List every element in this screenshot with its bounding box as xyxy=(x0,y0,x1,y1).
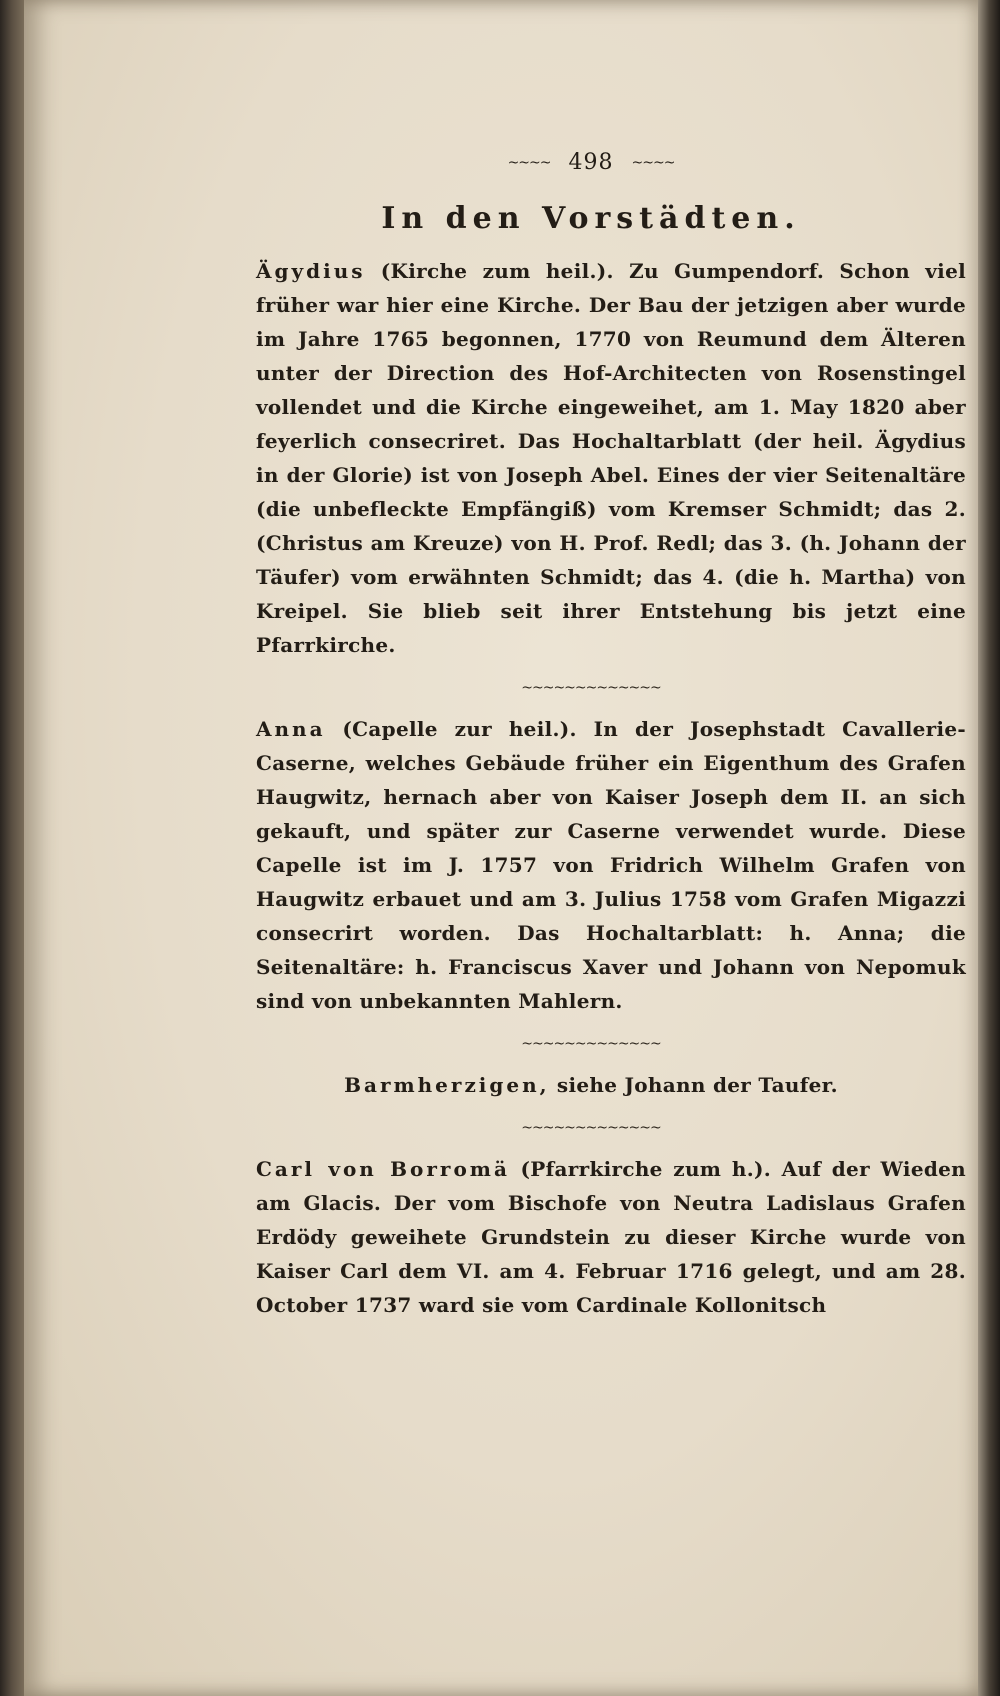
page-content xyxy=(256,150,966,1322)
ornament-right: ~~~~ xyxy=(631,155,675,171)
book-page xyxy=(24,0,982,1696)
divider: ~~~~~~~~~~~~~ xyxy=(521,1036,661,1052)
entry-text: (Capelle zur heil.). In der Josephstadt Cavallerie-Caserne, welches Gebäude früher ein Eigenthum des Grafen Haugwitz, hernach aber von Kaiser Joseph dem II. an sich gekauft, und später zur Caserne verwendet wurde. Diese Capelle ist im J. 1757 von Fridrich Wilhelm Grafen von Haugwitz erbauet und am 3. Julius 1758 vom Grafen Migazzi consecrirt worden. Das Hochaltarblatt: h. Anna; die Seitenaltäre: h. Franciscus Xaver und Johann von Nepomuk sind von unbekannten Mahlern. xyxy=(256,717,966,1013)
entry-barmherzigen xyxy=(256,1068,966,1102)
entry-text: (Pfarrkirche zum h.). Auf der Wieden am Glacis. Der vom Bischofe von Neutra Ladislaus Grafen Erdödy geweihete Grundstein zu dieser Kirche wurde von Kaiser Carl dem VI. am 4. Februar 1716 gelegt, und am 28. October 1737 ward sie vom Cardinale Kollonitsch xyxy=(256,1157,966,1317)
book-fore-edge xyxy=(978,0,1000,1696)
divider: ~~~~~~~~~~~~~ xyxy=(521,1120,661,1136)
entry-lead: Ägydius xyxy=(256,259,366,283)
ornament-left: ~~~~ xyxy=(507,155,551,171)
entry-lead: Anna xyxy=(256,717,326,741)
entry-lead: Carl von Borromä xyxy=(256,1157,510,1181)
entry-text: siehe Johann der Taufer. xyxy=(549,1073,838,1097)
divider: ~~~~~~~~~~~~~ xyxy=(521,680,661,696)
page-number: 498 xyxy=(568,150,614,175)
entry-anna xyxy=(256,712,966,1018)
entry-lead: Barmherzigen, xyxy=(344,1073,550,1097)
running-head xyxy=(256,150,966,175)
entry-carl-von-borromae xyxy=(256,1152,966,1322)
entry-aegydius xyxy=(256,254,966,662)
entry-text: (Kirche zum heil.). Zu Gumpendorf. Schon viel früher war hier eine Kirche. Der Bau der jetzigen aber wurde im Jahre 1765 begonnen, 1770 von Reumund dem Älteren unter der Direction des Hof-Architecten von Rosenstingel vollendet und die Kirche eingeweihet, am 1. May 1820 aber feyerlich consecriret. Das Hochaltarblatt (der heil. Ägydius in der Glorie) ist von Joseph Abel. Eines der vier Seitenaltäre (die unbefleckte Empfängiß) vom Kremser Schmidt; das 2. (Christus am Kreuze) von H. Prof. Redl; das 3. (h. Johann der Täufer) vom erwähnten Schmidt; das 4. (die h. Martha) von Kreipel. Sie blieb seit ihrer Entstehung bis jetzt eine Pfarrkirche. xyxy=(256,259,966,657)
section-title: In den Vorstädten. xyxy=(381,201,801,236)
